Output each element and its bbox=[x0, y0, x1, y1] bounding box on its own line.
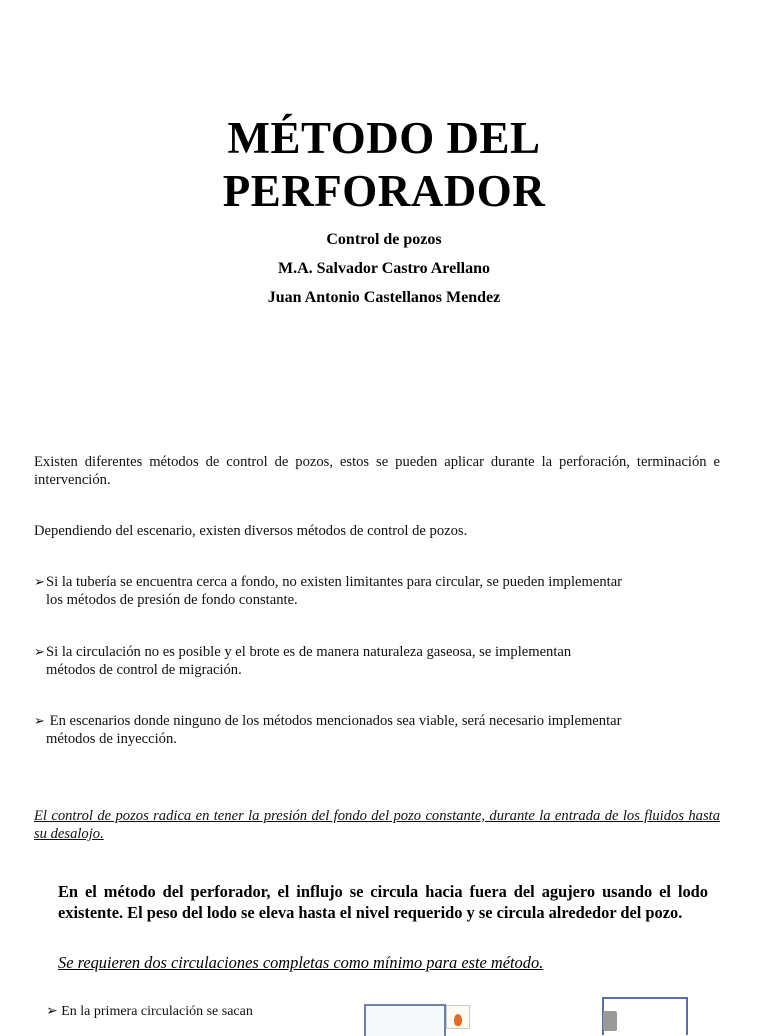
author-1: M.A. Salvador Castro Arellano bbox=[277, 260, 490, 277]
bullet-text-line-2: métodos de control de migración. bbox=[46, 662, 242, 678]
arrow-bullet-icon: ➢ bbox=[34, 574, 45, 589]
title-line-1: MÉTODO DEL bbox=[227, 113, 541, 163]
bullet-text-line-1: Si la tubería se encuentra cerca a fondo, no existen limitantes para circular, se pueden implementar bbox=[46, 574, 623, 590]
bullet-item-constant-pressure bbox=[34, 573, 720, 609]
bullet-text-line-2: los métodos de presión de fondo constante. bbox=[46, 592, 298, 608]
author-2: Juan Antonio Castellanos Mendez bbox=[267, 289, 501, 306]
principle-statement: El control de pozos radica en tener la presión del fondo del pozo constante, durante la entrada de los fluidos hasta su desalojo. bbox=[34, 808, 720, 842]
title-line-2: PERFORADOR bbox=[222, 166, 546, 216]
bullet-text-line-1: En escenarios donde ninguno de los métodos mencionados sea viable, será necesario implementar bbox=[46, 713, 622, 729]
arrow-bullet-icon: ➢ bbox=[34, 644, 45, 659]
fire-icon bbox=[446, 1005, 470, 1029]
document-title bbox=[0, 112, 768, 218]
method-description: En el método del perforador, el influjo se circula hacia fuera del agujero usando el lodo existente. El peso del lodo se eleva hasta el nivel requerido y se circula alrededor del pozo. bbox=[58, 882, 708, 922]
bullet-item-migration bbox=[34, 643, 720, 679]
bullet-text-line-2: métodos de inyección. bbox=[46, 731, 177, 747]
subtitle: Control de pozos bbox=[326, 231, 442, 248]
scenario-paragraph: Dependiendo del escenario, existen diversos métodos de control de pozos. bbox=[34, 523, 468, 539]
intro-paragraph: Existen diferentes métodos de control de pozos, estos se pueden aplicar durante la perforación, terminación e intervención. bbox=[34, 454, 720, 488]
requirement-statement: Se requieren dos circulaciones completas como mínimo para este método. bbox=[58, 953, 544, 972]
pipe-icon bbox=[603, 1011, 617, 1031]
bullet-item-first-circulation bbox=[46, 1003, 326, 1021]
bullet-item-injection bbox=[34, 712, 720, 748]
arrow-bullet-icon: ➢ bbox=[34, 713, 45, 728]
bullet-text: En la primera circulación se sacan bbox=[61, 1004, 253, 1019]
bullet-text-line-1: Si la circulación no es posible y el brote es de manera naturaleza gaseosa, se implementan bbox=[46, 644, 572, 660]
well-diagram-figure-left bbox=[364, 1004, 446, 1036]
arrow-bullet-icon: ➢ bbox=[46, 1004, 58, 1019]
